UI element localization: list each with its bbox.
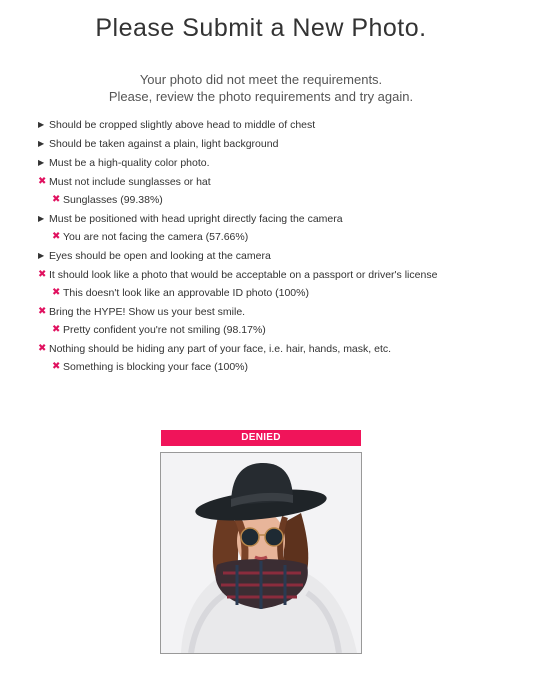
subtitle-line-2: Please, review the photo requirements and try again. xyxy=(108,89,414,104)
requirement-item xyxy=(38,176,528,206)
fail-x-icon: ✖ xyxy=(38,306,47,317)
requirement-detail-text: Something is blocking your face (100%) xyxy=(63,361,249,373)
requirement-text: Bring the HYPE! Show us your best smile. xyxy=(49,306,246,318)
page-subtitle xyxy=(0,71,522,105)
requirement-detail-text: Sunglasses (99.38%) xyxy=(63,194,163,206)
requirement-text: Should be taken against a plain, light background xyxy=(49,138,279,150)
fail-x-icon: ✖ xyxy=(52,194,61,205)
caret-right-icon: ▶ xyxy=(38,139,45,148)
requirement-line xyxy=(38,343,528,355)
requirement-text: Must not include sunglasses or hat xyxy=(49,176,211,188)
requirement-detail-text: You are not facing the camera (57.66%) xyxy=(63,231,249,243)
fail-x-icon: ✖ xyxy=(38,176,47,187)
page-title: Please Submit a New Photo. xyxy=(95,14,427,42)
requirement-line xyxy=(38,306,528,318)
fail-x-icon: ✖ xyxy=(52,324,61,335)
fail-x-icon: ✖ xyxy=(38,343,47,354)
caret-right-icon: ▶ xyxy=(38,158,45,167)
requirement-line xyxy=(38,213,528,225)
requirement-line xyxy=(38,119,528,131)
requirement-text: Nothing should be hiding any part of your face, i.e. hair, hands, mask, etc. xyxy=(49,343,392,355)
requirement-detail-text: Pretty confident you're not smiling (98.17%) xyxy=(63,324,266,336)
requirements-list xyxy=(38,119,528,380)
requirement-item xyxy=(38,306,528,336)
requirement-detail xyxy=(52,361,528,373)
submitted-photo xyxy=(160,452,362,654)
requirement-line xyxy=(38,138,528,150)
requirement-item xyxy=(38,138,528,150)
requirement-text: Eyes should be open and looking at the camera xyxy=(49,250,271,262)
fail-x-icon: ✖ xyxy=(52,231,61,242)
requirement-text: Must be a high-quality color photo. xyxy=(49,157,210,169)
requirement-item xyxy=(38,213,528,243)
requirement-line xyxy=(38,157,528,169)
requirement-text: It should look like a photo that would be acceptable on a passport or driver's license xyxy=(49,269,438,281)
caret-right-icon: ▶ xyxy=(38,251,45,260)
requirement-item xyxy=(38,269,528,299)
fail-x-icon: ✖ xyxy=(52,361,61,372)
subtitle-line-1: Your photo did not meet the requirements. xyxy=(139,72,383,87)
requirement-detail-text: This doesn't look like an approvable ID photo (100%) xyxy=(63,287,309,299)
requirement-line xyxy=(38,269,528,281)
requirement-item xyxy=(38,157,528,169)
requirement-line xyxy=(38,250,528,262)
result-badge: DENIED xyxy=(161,430,361,446)
fail-x-icon: ✖ xyxy=(38,269,47,280)
caret-right-icon: ▶ xyxy=(38,120,45,129)
portrait-image xyxy=(161,453,361,653)
requirement-detail xyxy=(52,231,528,243)
requirement-item xyxy=(38,250,528,262)
requirement-text: Must be positioned with head upright directly facing the camera xyxy=(49,213,343,225)
requirement-text: Should be cropped slightly above head to middle of chest xyxy=(49,119,316,131)
requirement-line xyxy=(38,176,528,188)
requirement-detail xyxy=(52,324,528,336)
requirement-item xyxy=(38,343,528,373)
requirement-item xyxy=(38,119,528,131)
requirement-detail xyxy=(52,287,528,299)
caret-right-icon: ▶ xyxy=(38,214,45,223)
requirement-detail xyxy=(52,194,528,206)
fail-x-icon: ✖ xyxy=(52,287,61,298)
